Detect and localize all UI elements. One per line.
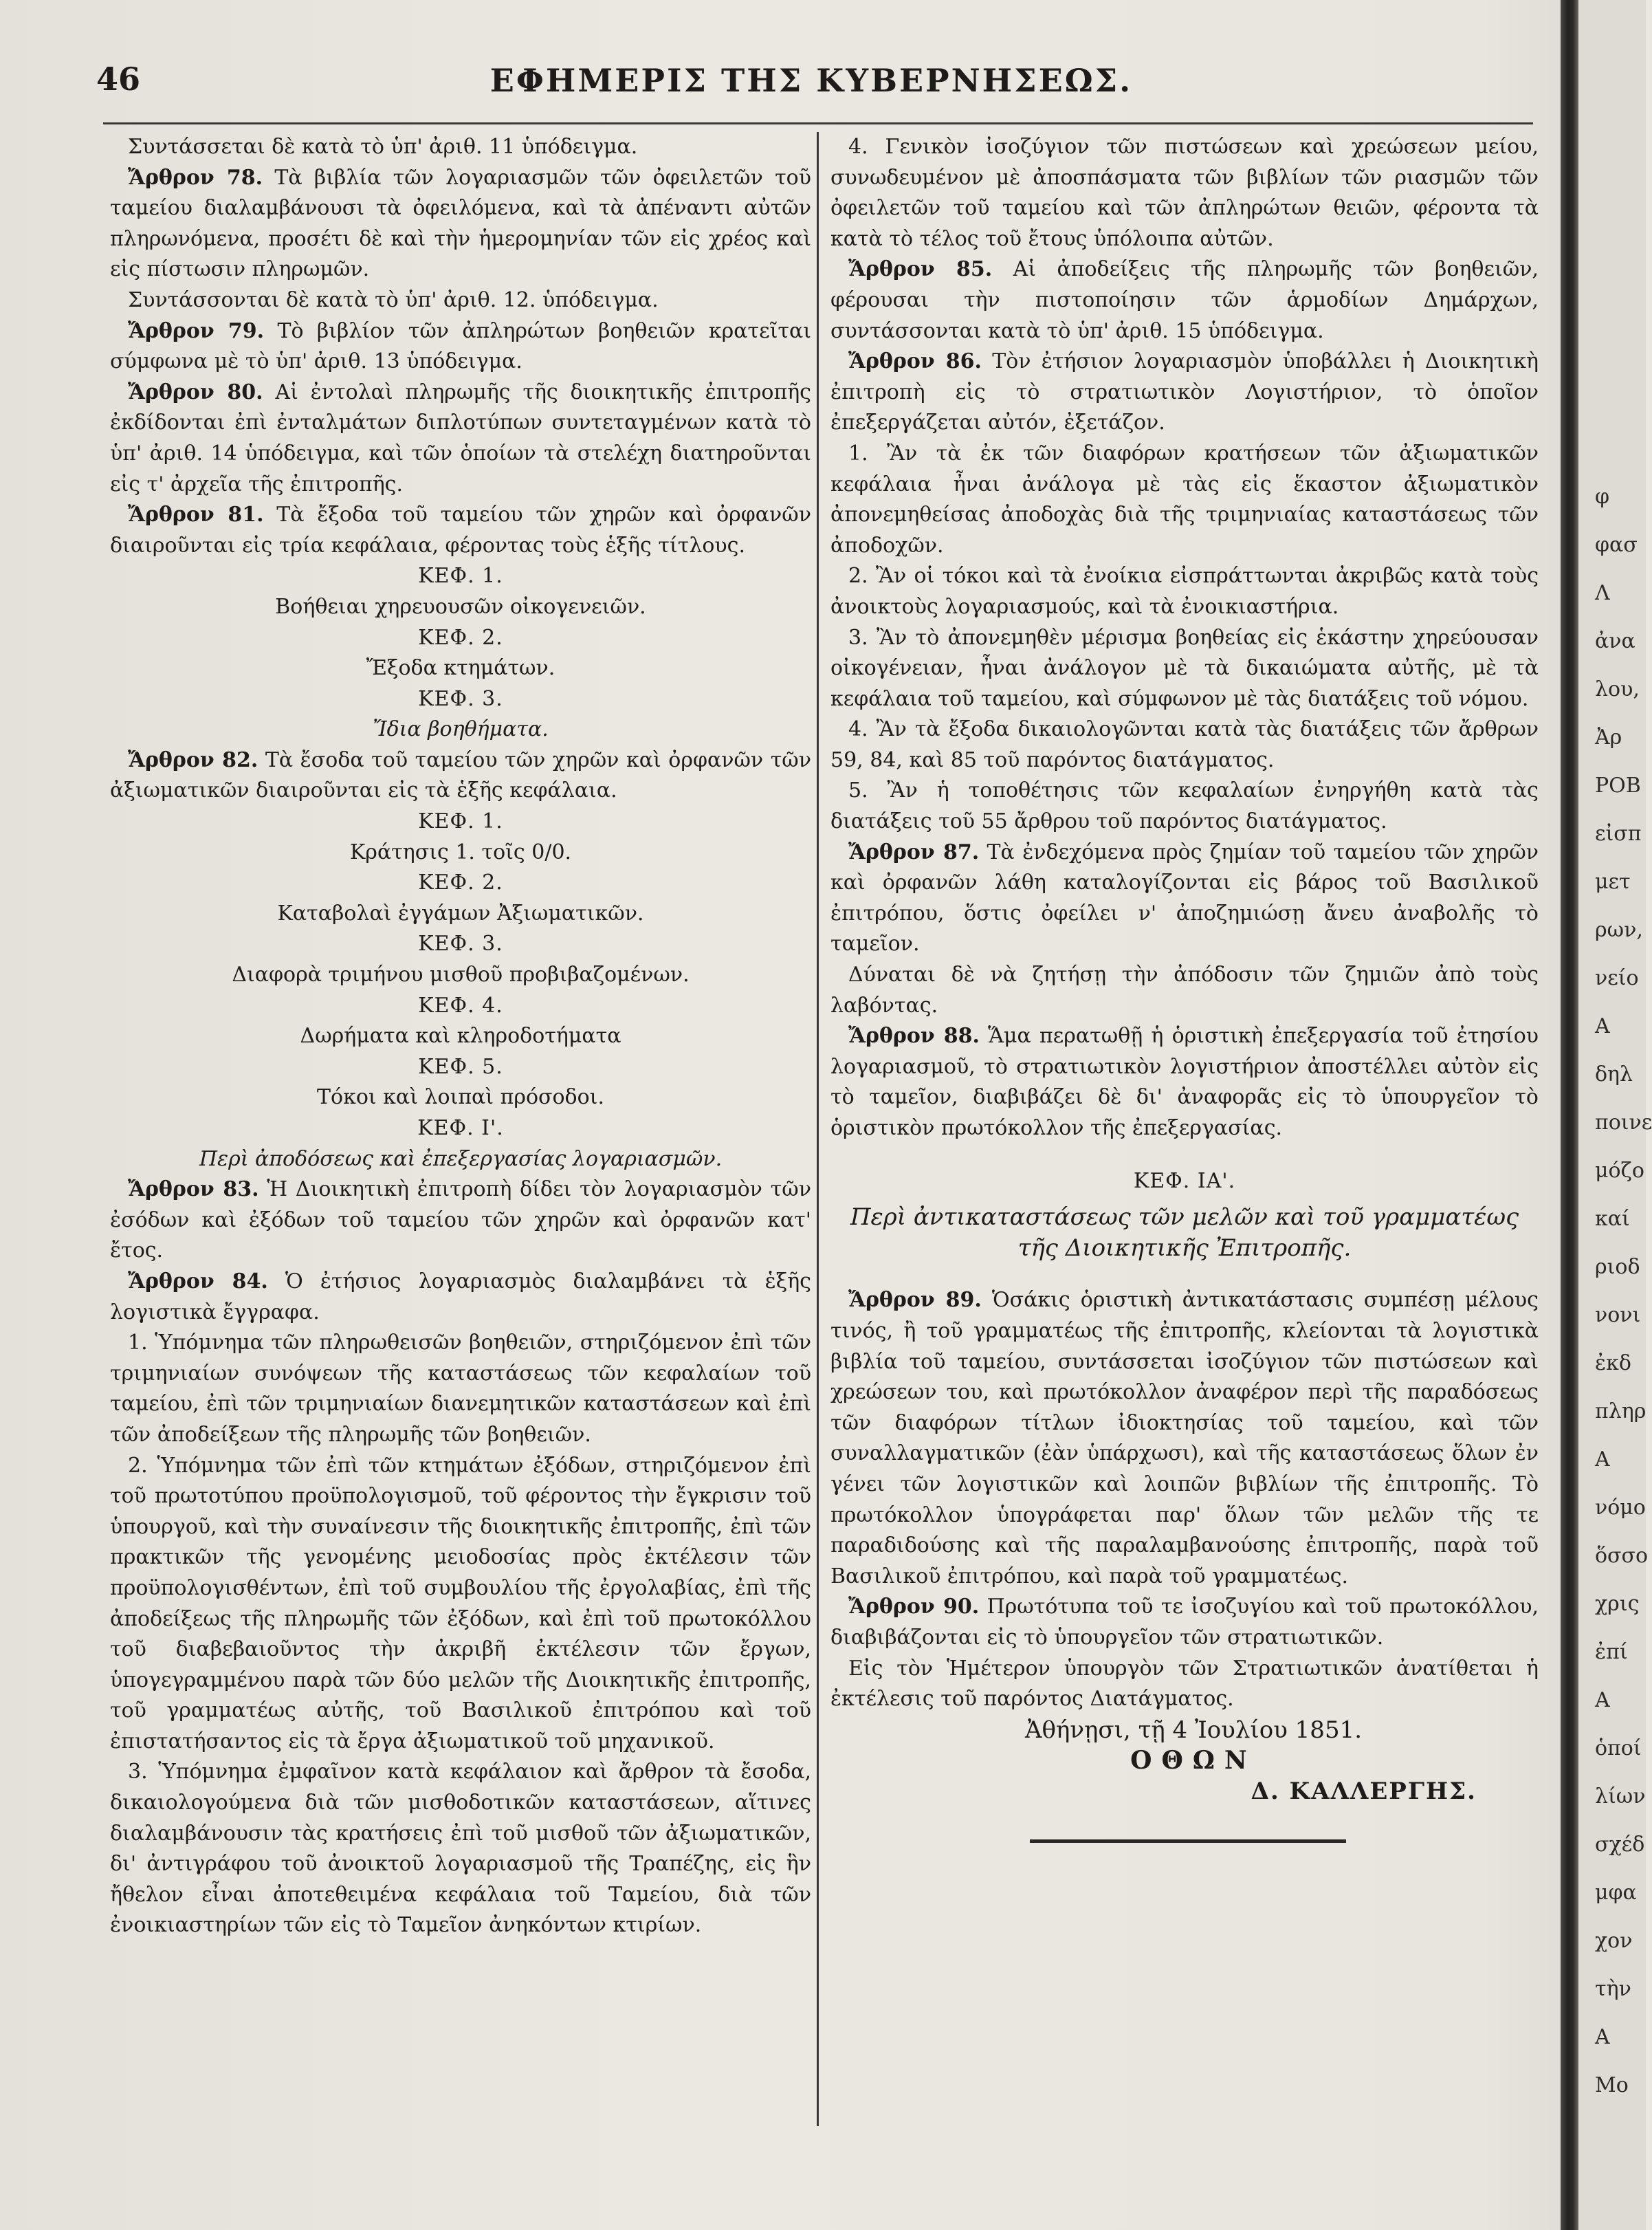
adjacent-text-fragment: ἐκδ bbox=[1595, 1351, 1631, 1375]
article-text: Τὰ ἐνδεχόμενα πρὸς ζημίαν τοῦ ταμείου τῶν χηρῶν καὶ ὀρφανῶν λάθη καταλογίζονται εἰς βάρος τοῦ Βασιλικοῦ ἐπιτρόπου, ὅστις ὀφείλει ν' ἀποζημιώσῃ ἄνευ ἀναβολῆς τὸ ταμεῖον. bbox=[830, 840, 1539, 957]
page-header bbox=[96, 55, 1526, 110]
article-paragraph bbox=[830, 347, 1539, 439]
header-rule bbox=[103, 122, 1533, 124]
chapter-title: Ἔξοδα κτημάτων. bbox=[366, 656, 555, 681]
body-paragraph: Συντάσσονται δὲ κατὰ τὸ ὑπ' ἀριθ. 12. ὑπόδειγμα. bbox=[128, 287, 659, 312]
adjacent-text-fragment: καί bbox=[1595, 1207, 1630, 1231]
article-paragraph bbox=[110, 745, 811, 807]
page-number: 46 bbox=[96, 61, 141, 98]
royal-signature: ΟΘΩΝ bbox=[1130, 1746, 1257, 1775]
adjacent-text-fragment: ὅσσο bbox=[1595, 1544, 1649, 1568]
adjacent-text-fragment: πληρ bbox=[1595, 1399, 1647, 1423]
adjacent-text-fragment: Ἀρ bbox=[1595, 725, 1622, 750]
article-text: Ὁ ἐτήσιος λογαριασμὸς διαλαμβάνει τὰ ἑξῆς λογιστικὰ ἔγγραφα. bbox=[110, 1269, 811, 1324]
left-column bbox=[110, 132, 811, 1941]
minister-signature: Δ. ΚΑΛΛΕΡΓΗΣ. bbox=[1251, 1777, 1477, 1805]
adjacent-text-fragment: τὴν bbox=[1595, 1977, 1631, 2001]
article-paragraph bbox=[830, 1021, 1539, 1144]
article-number: Ἄρθρον 89. bbox=[848, 1288, 982, 1313]
body-paragraph: Εἰς τὸν Ἡμέτερον ὑπουργὸν τῶν Στρατιωτικῶν ἀνατίθεται ἡ ἐκτέλεσις τοῦ παρόντος Διατάγματος. bbox=[830, 1656, 1539, 1712]
article-text: Πρωτότυπα τοῦ τε ἰσοζυγίου καὶ τοῦ πρωτοκόλλου, διαβιβάζονται εἰς τὸ ὑπουργεῖον τῶν στρατιωτικῶν. bbox=[830, 1595, 1539, 1650]
end-rule bbox=[1030, 1839, 1346, 1843]
article-text: Τὰ βιβλία τῶν λογαριασμῶν τῶν ὀφειλετῶν τοῦ ταμείου διαλαμβάνουσι τὰ ὀφειλόμενα, καὶ τὰ ἀπέναντι αὐτῶν πληρωνόμενα, προσέτι δὲ καὶ τὴν ἡμερομηνίαν τῶν εἰς χρέος καὶ εἰς πίστωσιν πληρωμῶν. bbox=[110, 165, 811, 282]
chapter-heading: ΚΕΦ. 2. bbox=[418, 871, 503, 895]
adjacent-text-fragment: φασ bbox=[1595, 533, 1638, 557]
article-text: Ὁσάκις ὁριστικὴ ἀντικατάστασις συμπέσῃ μέλους τινός, ἢ τοῦ γραμματέως τῆς ἐπιτροπῆς, κλείονται τὰ λογιστικὰ βιβλία τοῦ ταμείου, συντάσσεται ἰσοζύγιον τῶν πιστώσεων καὶ χρεώσεων του, καὶ πρωτόκολλον ἀναφέρον περὶ τῆς παραδόσεως τῶν διαφόρων τίτλων ἰδιοκτησίας τοῦ ταμείου, καὶ τῶν συναλλαγματικῶν (ἐὰν ὑπάρχωσι), καὶ τῆς καταστάσεως ὅλων ἐν γένει τῶν λογιστικῶν καὶ λοιπῶν βιβλίων τῆς ἐπιτροπῆς. Τὸ πρωτόκολλον ὑπογράφεται παρ' ὅλων τῶν μελῶν τῆς τε παραδιδούσης καὶ τῆς παραλαμβανούσης ἐπιτροπῆς, παρὰ τοῦ Βασιλικοῦ ἐπιτρόπου, καὶ παρὰ τοῦ γραμματέως. bbox=[830, 1288, 1539, 1588]
article-text: Ἡ Διοικητικὴ ἐπιτροπὴ δίδει τὸν λογαριασμὸν τῶν ἐσόδων καὶ ἐξόδων τοῦ ταμείου τῶν χηρῶν καὶ ὀρφανῶν κατ' ἔτος. bbox=[110, 1177, 811, 1263]
chapter-title: Καταβολαὶ ἐγγάμων Ἀξιωματικῶν. bbox=[277, 901, 644, 926]
chapter-title: Βοήθειαι χηρευουσῶν οἰκογενειῶν. bbox=[275, 594, 646, 619]
article-text: Αἱ ἀποδείξεις τῆς πληρωμῆς τῶν βοηθειῶν, φέρουσαι τὴν πιστοποίησιν τῶν ἁρμοδίων Δημάρχων, συντάσσονται κατὰ τὸ ὑπ' ἀριθ. 15 ὑπόδειγμα. bbox=[830, 257, 1539, 343]
column-divider bbox=[817, 132, 819, 2126]
chapter-heading: ΚΕΦ. 1. bbox=[418, 564, 503, 589]
article-number: Ἄρθρον 88. bbox=[848, 1024, 980, 1049]
article-number: Ἄρθρον 79. bbox=[128, 318, 265, 343]
adjacent-text-fragment: νόμο bbox=[1595, 1496, 1646, 1520]
body-paragraph: 3. Ἂν τὸ ἀπονεμηθὲν μέρισμα βοηθείας εἰς ἑκάστην χηρεύουσαν οἰκογένειαν, ἦναι ἀνάλογον μὲ τὰ δικαιώματα αὐτῆς, μὲ τὰ κεφάλαια τοῦ ταμείου, καὶ σύμφωνον μὲ τὰς διατάξεις τοῦ νόμου. bbox=[830, 625, 1539, 711]
article-paragraph bbox=[110, 500, 811, 561]
chapter-title: Διαφορὰ τριμήνου μισθοῦ προβιβαζομένων. bbox=[232, 963, 690, 987]
adjacent-text-fragment: ρων, bbox=[1595, 918, 1643, 942]
section-title: Ἴδια βοηθήματα. bbox=[373, 717, 549, 742]
article-paragraph bbox=[110, 163, 811, 285]
adjacent-text-fragment: Α bbox=[1595, 1688, 1610, 1712]
adjacent-text-fragment: χρις bbox=[1595, 1592, 1640, 1616]
running-title: ΕΦΗΜΕΡΙΣ ΤΗΣ ΚΥΒΕΡΝΗΣΕΩΣ. bbox=[489, 62, 1133, 99]
adjacent-text-fragment: νείο bbox=[1595, 966, 1639, 990]
article-number: Ἄρθρον 90. bbox=[848, 1595, 980, 1619]
body-paragraph: 1. Ὑπόμνημα τῶν πληρωθεισῶν βοηθειῶν, στηριζόμενον ἐπὶ τῶν τριμηνιαίων συνόψεων τῆς καταστάσεως τῶν κεφαλαίων τοῦ ταμείου, ἐπὶ τῶν τριμηνιαίων διανεμητικῶν καταστάσεων καὶ ἐπὶ τῶν ἀποδείξεων τῆς πληρωμῆς τῶν βοηθειῶν. bbox=[110, 1331, 811, 1447]
chapter-title: Κράτησις 1. τοῖς 0/0. bbox=[349, 840, 572, 864]
adjacent-text-fragment: Λ bbox=[1595, 581, 1610, 605]
adjacent-text-fragment: Α bbox=[1595, 1014, 1610, 1038]
adjacent-text-fragment: Α bbox=[1595, 2025, 1610, 2049]
adjacent-text-fragment: μόζο bbox=[1595, 1159, 1644, 1183]
article-text: Τὸν ἐτήσιον λογαριασμὸν ὑποβάλλει ἡ Διοικητικὴ ἐπιτροπὴ εἰς τὸ στρατιωτικὸν Λογιστήριον, τὸ ὁποῖον ἐπεξεργάζεται αὐτόν, ἐξετάζον. bbox=[830, 349, 1539, 435]
article-number: Ἄρθρον 84. bbox=[128, 1269, 268, 1293]
article-text: Τὸ βιβλίον τῶν ἀπληρώτων βοηθειῶν κρατεῖται σύμφωνα μὲ τὸ ὑπ' ἀριθ. 13 ὑπόδειγμα. bbox=[110, 318, 811, 374]
article-text: Τὰ ἔξοδα τοῦ ταμείου τῶν χηρῶν καὶ ὀρφανῶν διαιροῦνται εἰς τρία κεφάλαια, φέροντας τοὺς ἑξῆς τίτλους. bbox=[110, 503, 811, 558]
article-text: Τὰ ἔσοδα τοῦ ταμείου τῶν χηρῶν καὶ ὀρφανῶν τῶν ἀξιωματικῶν διαιροῦνται εἰς τὰ ἑξῆς κεφάλαια. bbox=[110, 747, 811, 803]
article-number: Ἄρθρον 85. bbox=[848, 257, 993, 282]
chapter-heading: ΚΕΦ. 1. bbox=[418, 809, 503, 834]
adjacent-text-fragment: ὁποί bbox=[1595, 1736, 1642, 1760]
body-paragraph: 1. Ἂν τὰ ἐκ τῶν διαφόρων κρατήσεων τῶν ἀξιωματικῶν κεφάλαια ἦναι ἀνάλογα μὲ τὰς εἰς ἕκαστον ἀξιωματικὸν ἀπονεμηθείσας ἀποδοχὰς διὰ τῆς τριμηνιαίας καταστάσεως τῶν ἀποδοχῶν. bbox=[830, 441, 1539, 558]
adjacent-text-fragment: λίων bbox=[1595, 1784, 1646, 1808]
chapter-title: Τόκοι καὶ λοιπαὶ πρόσοδοι. bbox=[317, 1085, 604, 1110]
adjacent-text-fragment: νονι bbox=[1595, 1303, 1641, 1327]
section-title: Περὶ ἀντικαταστάσεως τῶν μελῶν καὶ τοῦ γραμματέως τῆς Διοικητικῆς Ἐπιτροπῆς. bbox=[850, 1203, 1519, 1262]
body-paragraph: 4. Γενικὸν ἰσοζύγιον τῶν πιστώσεων καὶ χρεώσεων μείου, συνωδευμένον μὲ ἀποσπάσματα τῶν βιβλίων τῶν ριασμῶν τῶν ὀφειλετῶν τοῦ ταμείου καὶ τῶν ἀπληρώτων θειῶν, φέροντα τὰ κατὰ τὸ τέλος τοῦ ἔτους ὑπόλοιπα αὐτῶν. bbox=[830, 135, 1539, 251]
adjacent-text-fragment: δηλ bbox=[1595, 1062, 1633, 1086]
decree-date: Ἀθήνῃσι, τῇ 4 Ἰουλίου 1851. bbox=[1024, 1716, 1363, 1744]
adjacent-text-fragment: ἀνα bbox=[1595, 629, 1636, 653]
section-title: Περὶ ἀποδόσεως καὶ ἐπεξεργασίας λογαριασμῶν. bbox=[199, 1146, 723, 1171]
right-column bbox=[830, 132, 1539, 1843]
article-number: Ἄρθρον 80. bbox=[128, 380, 263, 404]
article-number: Ἄρθρον 86. bbox=[848, 349, 982, 374]
body-paragraph: Δύναται δὲ νὰ ζητήσῃ τὴν ἀπόδοσιν τῶν ζημιῶν ἀπὸ τοὺς λαβόντας. bbox=[830, 963, 1539, 1018]
adjacent-text-fragment: μφα bbox=[1595, 1881, 1637, 1905]
chapter-heading: ΚΕΦ. 3. bbox=[418, 686, 503, 711]
adjacent-text-fragment: Μο bbox=[1595, 2073, 1629, 2097]
body-paragraph: 3. Ὑπόμνημα ἐμφαῖνον κατὰ κεφάλαιον καὶ ἄρθρον τὰ ἔσοδα, δικαιολογούμενα διὰ τῶν μισθοδοτικῶν καταστάσεων, αἵτινες διαλαμβάνουσιν τὰς κρατήσεις ἐπὶ τοῦ μισθοῦ τῶν ἀξιωματικῶν, δι' ἀντιγράφου τοῦ ἀνοικτοῦ λογαριασμοῦ τῆς Τραπέζης, εἰς ἣν ἤθελον εἶναι ἀποτεθειμένα κεφάλαια τοῦ Ταμείου, διὰ τῶν ἐνοικιαστηρίων τῶν εἰς τὸ Ταμεῖον ἀνηκόντων κτιρίων. bbox=[110, 1760, 811, 1938]
book-gutter bbox=[1561, 0, 1578, 2230]
article-paragraph bbox=[110, 316, 811, 378]
adjacent-text-fragment: ἐπί bbox=[1595, 1640, 1628, 1664]
adjacent-text-fragment: ΡΟΒ bbox=[1595, 774, 1641, 798]
article-number: Ἄρθρον 78. bbox=[128, 165, 263, 190]
body-paragraph: 5. Ἂν ἡ τοποθέτησις τῶν κεφαλαίων ἐνηργήθη κατὰ τὰς διατάξεις τοῦ 55 ἄρθρου τοῦ παρόντος διατάγματος. bbox=[830, 778, 1539, 834]
adjacent-text-fragment: μετ bbox=[1595, 870, 1631, 894]
article-number: Ἄρθρον 83. bbox=[128, 1177, 259, 1202]
article-paragraph bbox=[830, 838, 1539, 960]
article-paragraph bbox=[110, 1267, 811, 1328]
adjacent-text-fragment: ριοδ bbox=[1595, 1255, 1640, 1279]
body-paragraph: 2. Ἂν οἱ τόκοι καὶ τὰ ἐνοίκια εἰσπράττωνται ἀκριβῶς κατὰ τοὺς ἀνοικτοὺς λογαριασμούς, καὶ τὰ ἐνοικιαστήρια. bbox=[830, 564, 1539, 619]
adjacent-text-fragment: χον bbox=[1595, 1929, 1633, 1953]
chapter-title: Δωρήματα καὶ κληροδοτήματα bbox=[300, 1024, 621, 1049]
article-paragraph bbox=[830, 1592, 1539, 1653]
adjacent-text-fragment: Α bbox=[1595, 1447, 1610, 1472]
chapter-heading: ΚΕΦ. 5. bbox=[418, 1054, 503, 1079]
article-paragraph bbox=[830, 254, 1539, 347]
adjacent-text-fragment: φ bbox=[1595, 485, 1610, 509]
adjacent-page-edge bbox=[1578, 0, 1652, 2230]
chapter-heading: ΚΕΦ. Ι'. bbox=[417, 1116, 504, 1140]
article-text: Ἅμα περατωθῇ ἡ ὁριστικὴ ἐπεξεργασία τοῦ ἐτησίου λογαριασμοῦ, τὸ στρατιωτικὸν λογιστήριον ἀποστέλλει αὐτὸν εἰς τὸ ταμεῖον, διαβιβάζει δὲ δι' ἀναφορᾶς εἰς τὸ ὑπουργεῖον τὸ ὁριστικὸν πρωτόκολλον τῆς ἐπεξεργασίας. bbox=[830, 1024, 1539, 1140]
chapter-heading: ΚΕΦ. 2. bbox=[418, 625, 503, 650]
adjacent-text-fragment: λου, bbox=[1595, 677, 1640, 701]
article-paragraph bbox=[110, 1174, 811, 1267]
article-paragraph bbox=[830, 1285, 1539, 1592]
adjacent-text-fragment: εἰσπ bbox=[1595, 822, 1642, 846]
article-number: Ἄρθρον 87. bbox=[848, 840, 980, 864]
article-text: Αἱ ἐντολαὶ πληρωμῆς τῆς διοικητικῆς ἐπιτροπῆς ἐκδίδονται ἐπὶ ἐνταλμάτων διπλοτύπων συντεταγμένων κατὰ τὸ ὑπ' ἀριθ. 14 ὑπόδειγμα, καὶ τῶν ὁποίων τὰ στελέχη διατηροῦνται εἰς τ' ἀρχεῖα τῆς ἐπιτροπῆς. bbox=[110, 380, 811, 496]
adjacent-text-fragment: σχέδ bbox=[1595, 1833, 1645, 1857]
article-number: Ἄρθρον 82. bbox=[128, 747, 258, 772]
adjacent-text-fragment: ποινε bbox=[1595, 1111, 1652, 1135]
body-paragraph: 4. Ἂν τὰ ἔξοδα δικαιολογῶνται κατὰ τὰς διατάξεις τῶν ἄρθρων 59, 84, καὶ 85 τοῦ παρόντος διατάγματος. bbox=[830, 717, 1539, 772]
chapter-heading: ΚΕΦ. 3. bbox=[418, 932, 503, 957]
chapter-heading: ΚΕΦ. ΙΑ'. bbox=[1133, 1168, 1236, 1193]
article-paragraph bbox=[110, 378, 811, 500]
article-number: Ἄρθρον 81. bbox=[128, 503, 264, 527]
body-paragraph: 2. Ὑπόμνημα τῶν ἐπὶ τῶν κτημάτων ἐξόδων, στηριζόμενον ἐπὶ τοῦ πρωτοτύπου προϋπολογισμοῦ, τοῦ φέροντος τὴν ἔγκρισιν τοῦ ὑπουργοῦ, καὶ τὴν συναίνεσιν τῆς διοικητικῆς ἐπιτροπῆς, ἐπὶ τῶν πρακτικῶν τῆς γενομένης μειοδοσίας πρὸς ἐκτέλεσιν τῶν προϋπολογισθέντων, ἐπὶ τοῦ συμβουλίου τῆς ἐργολαβίας, ἐπὶ τῆς ἀποδείξεως τῆς πληρωμῆς τῶν ἐξόδων, καὶ ἐπὶ τοῦ πρωτοκόλλου τοῦ διαβεβαιοῦντος τὴν ἀκριβῆ ἐκτέλεσιν τῶν ἔργων, ὑπογεγραμμένου παρὰ τῶν δύο μελῶν τῆς Διοικητικῆς ἐπιτροπῆς, τοῦ γραμματέως αὐτῆς, τοῦ Βασιλικοῦ ἐπιτρόπου καὶ τοῦ ἐπιστατήσαντος εἰς τὰ ἔργα ἀξιωματικοῦ τοῦ μηχανικοῦ. bbox=[110, 1453, 811, 1753]
body-paragraph: Συντάσσεται δὲ κατὰ τὸ ὑπ' ἀριθ. 11 ὑπόδειγμα. bbox=[128, 135, 638, 159]
chapter-heading: ΚΕΦ. 4. bbox=[418, 993, 503, 1018]
